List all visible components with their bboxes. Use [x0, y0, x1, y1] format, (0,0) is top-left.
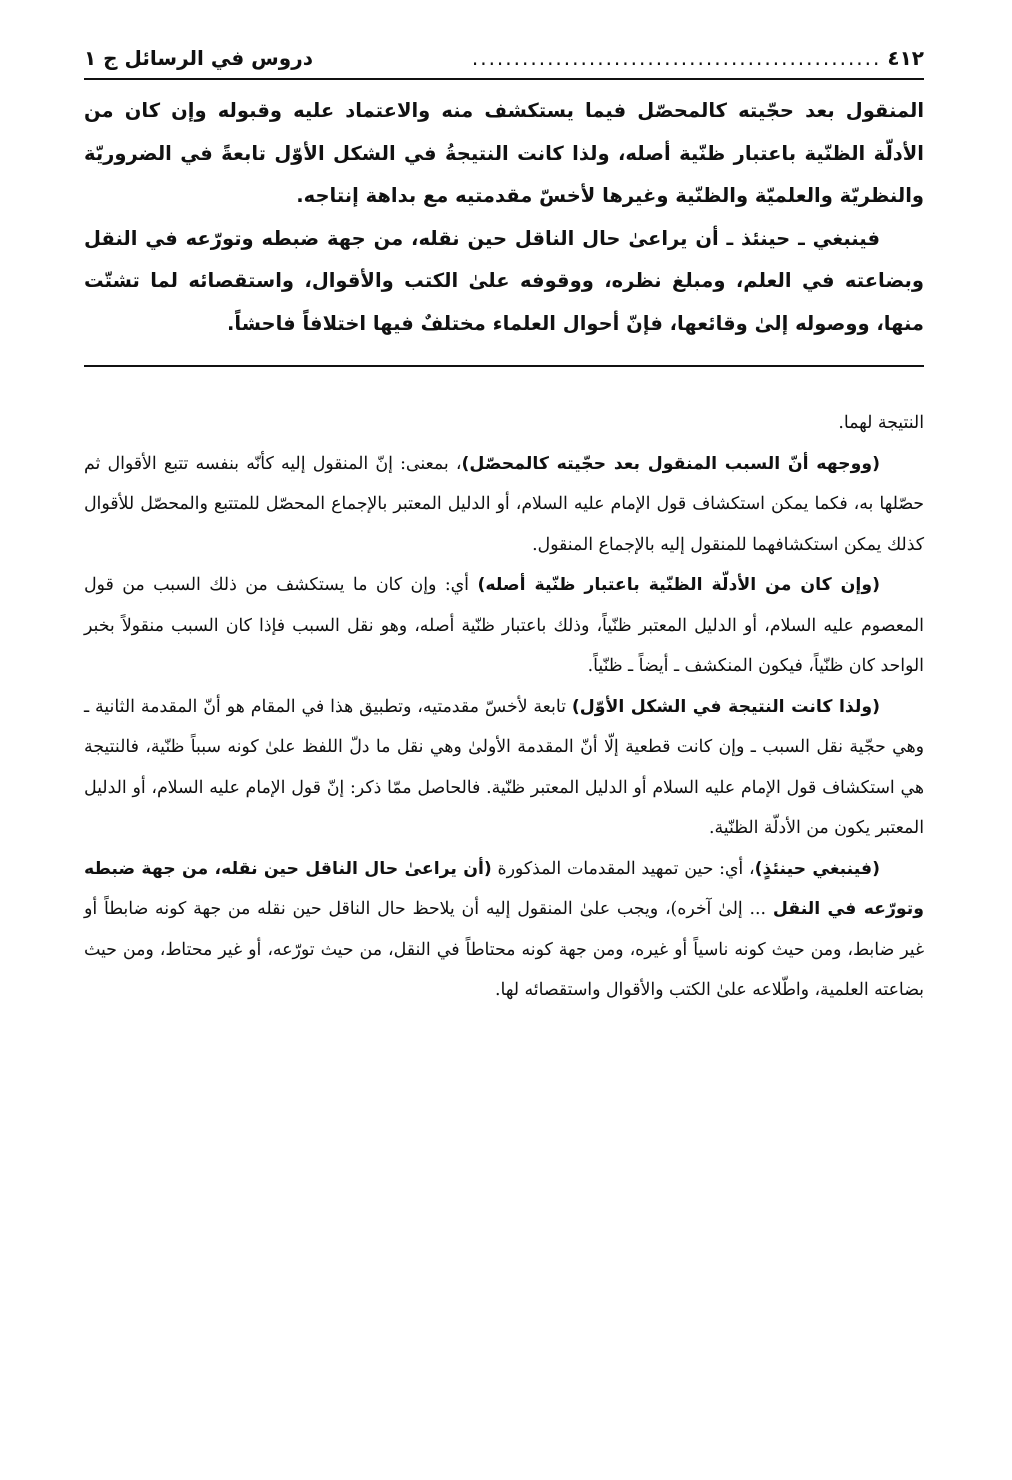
- commentary-paragraph: [84, 849, 924, 1011]
- page-number: ٤١٢: [887, 46, 924, 70]
- explanation-text: ... إلىٰ آخره)، ويجب علىٰ المنقول إليه أن يلاحظ حال الناقل حين نقله من جهة كونه ضابطاً أو غير ضابط، ومن حيث كونه ناسياً أو غيره، ومن جهة كونه محتاطاً في النقل، من حيث تورّعه، أو غير محتاط، ومن حيث بضاعته العلمية، واطّلاعه علىٰ الكتب والأقوال واستقصائه لها.: [84, 899, 924, 1000]
- commentary-paragraph: [84, 687, 924, 849]
- quoted-text: (فينبغي حينئذٍ): [754, 858, 880, 879]
- explanation-text: أي: وإن كان ما يستكشف من ذلك السبب من قول المعصوم عليه السلام، أو الدليل المعتبر ظنّياً، وذلك باعتبار ظنّية أصله، وهو نقل السبب فإذا كان السبب منقولاً بخبر الواحد كان ظنّياً، فيكون المنكشف ـ أيضاً ـ ظنّياً.: [84, 575, 924, 676]
- book-page: [84, 38, 924, 1011]
- explanation-text: تابعة لأخسّ مقدمتيه، وتطبيق هذا في المقام هو أنّ المقدمة الثانية ـ وهي حجّية نقل السبب ـ وإن كانت قطعية إلّا أنّ المقدمة الأولىٰ وهي نقل ما دلّ اللفظ علىٰ كونه سبباً ظنّية، فالنتيجة هي استكشاف قول الإمام عليه السلام أو الدليل المعتبر ظنّية. فالحاصل ممّا ذكر: إنّ قول الإمام عليه السلام، أو الدليل المعتبر يكون من الأدلّة الظنّية.: [84, 696, 924, 838]
- running-title: [472, 38, 924, 78]
- quoted-text: (ولذا كانت النتيجة في الشكل الأوّل): [571, 696, 880, 717]
- commentary-paragraph: النتيجة لهما.: [838, 413, 924, 433]
- book-title: دروس في الرسائل ج ١: [84, 46, 313, 70]
- main-paragraph: فينبغي ـ حينئذ ـ أن يراعىٰ حال الناقل حين نقله، من جهة ضبطه وتورّعه في النقل وبضاعته في العلم، ومبلغ نظره، ووقوفه علىٰ الكتب والأقوال، واستقصائه لما تشتّت منها، ووصوله إلىٰ وقائعها، فإنّ أحوال العلماء مختلفٌ فيها اختلافاً فاحشاً.: [84, 226, 924, 335]
- explanation-text: ، بمعنى: إنّ المنقول إليه كأنّه بنفسه تتبع الأقوال ثم حصّلها به، فكما يمكن استكشاف قول الإمام عليه السلام، أو الدليل المعتبر بالإجماع المحصّل للمتتبع والمحصّل للأقوال كذلك يمكن استكشافهما للمنقول إليه بالإجماع المنقول.: [84, 453, 924, 555]
- quoted-text: (ووجهه أنّ السبب المنقول بعد حجّيته كالمحصّل): [461, 453, 880, 474]
- quoted-text: (وإن كان من الأدلّة الظنّية باعتبار ظنّية أصله): [477, 575, 880, 595]
- separator-line: [84, 365, 924, 367]
- main-text: [84, 90, 924, 345]
- explanation-text: ، أي: حين تمهيد المقدمات المذكورة: [491, 858, 755, 879]
- running-head: [84, 38, 924, 80]
- quoted-text: (أن يراعىٰ حال الناقل حين نقله، من جهة ضبطه وتورّعه في النقل: [84, 858, 925, 919]
- commentary: [84, 403, 924, 1011]
- main-paragraph: المنقول بعد حجّيته كالمحصّل فيما يستكشف منه والاعتماد عليه وقبوله وإن كان من الأدلّة الظنّية باعتبار ظنّية أصله، ولذا كانت النتيجةُ في الشكل الأوّل تابعةً في الضروريّة والنظريّة والعلميّة والظنّية وغيرها لأخسّ مقدمتيه مع بداهة إنتاجه.: [84, 99, 924, 207]
- leader-dots: .................................................: [471, 46, 882, 70]
- commentary-paragraph: [84, 444, 924, 566]
- commentary-paragraph: [84, 565, 924, 687]
